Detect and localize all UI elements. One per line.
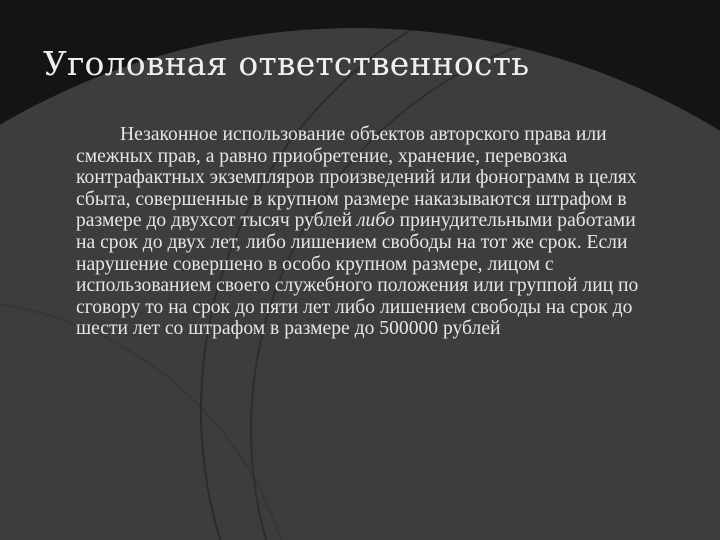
slide-body-text xyxy=(76,124,646,340)
slide-title: Уголовная ответственность xyxy=(43,44,530,83)
body-text-part-1: Незаконное использование объектов авторского права или смежных прав, а равно приобретение, хранение, перевозка контрафактных экземпляров произведений или фонограмм в целях сбыта, совершенные в крупном размере наказываются штрафом в размере до двухсот тысяч рублей xyxy=(76,124,637,232)
body-text-part-2: принудительными работами на срок до двух лет, либо лишением свободы на тот же срок. Если нарушение совершено в особо крупном размере, лицом с использованием своего служебного положения или группой лиц по сговору то на срок до пяти лет либо лишением свободы на срок до шести лет со штрафом в размере до 500000 рублей xyxy=(76,210,639,340)
body-text-emphasis: либо xyxy=(357,210,395,232)
